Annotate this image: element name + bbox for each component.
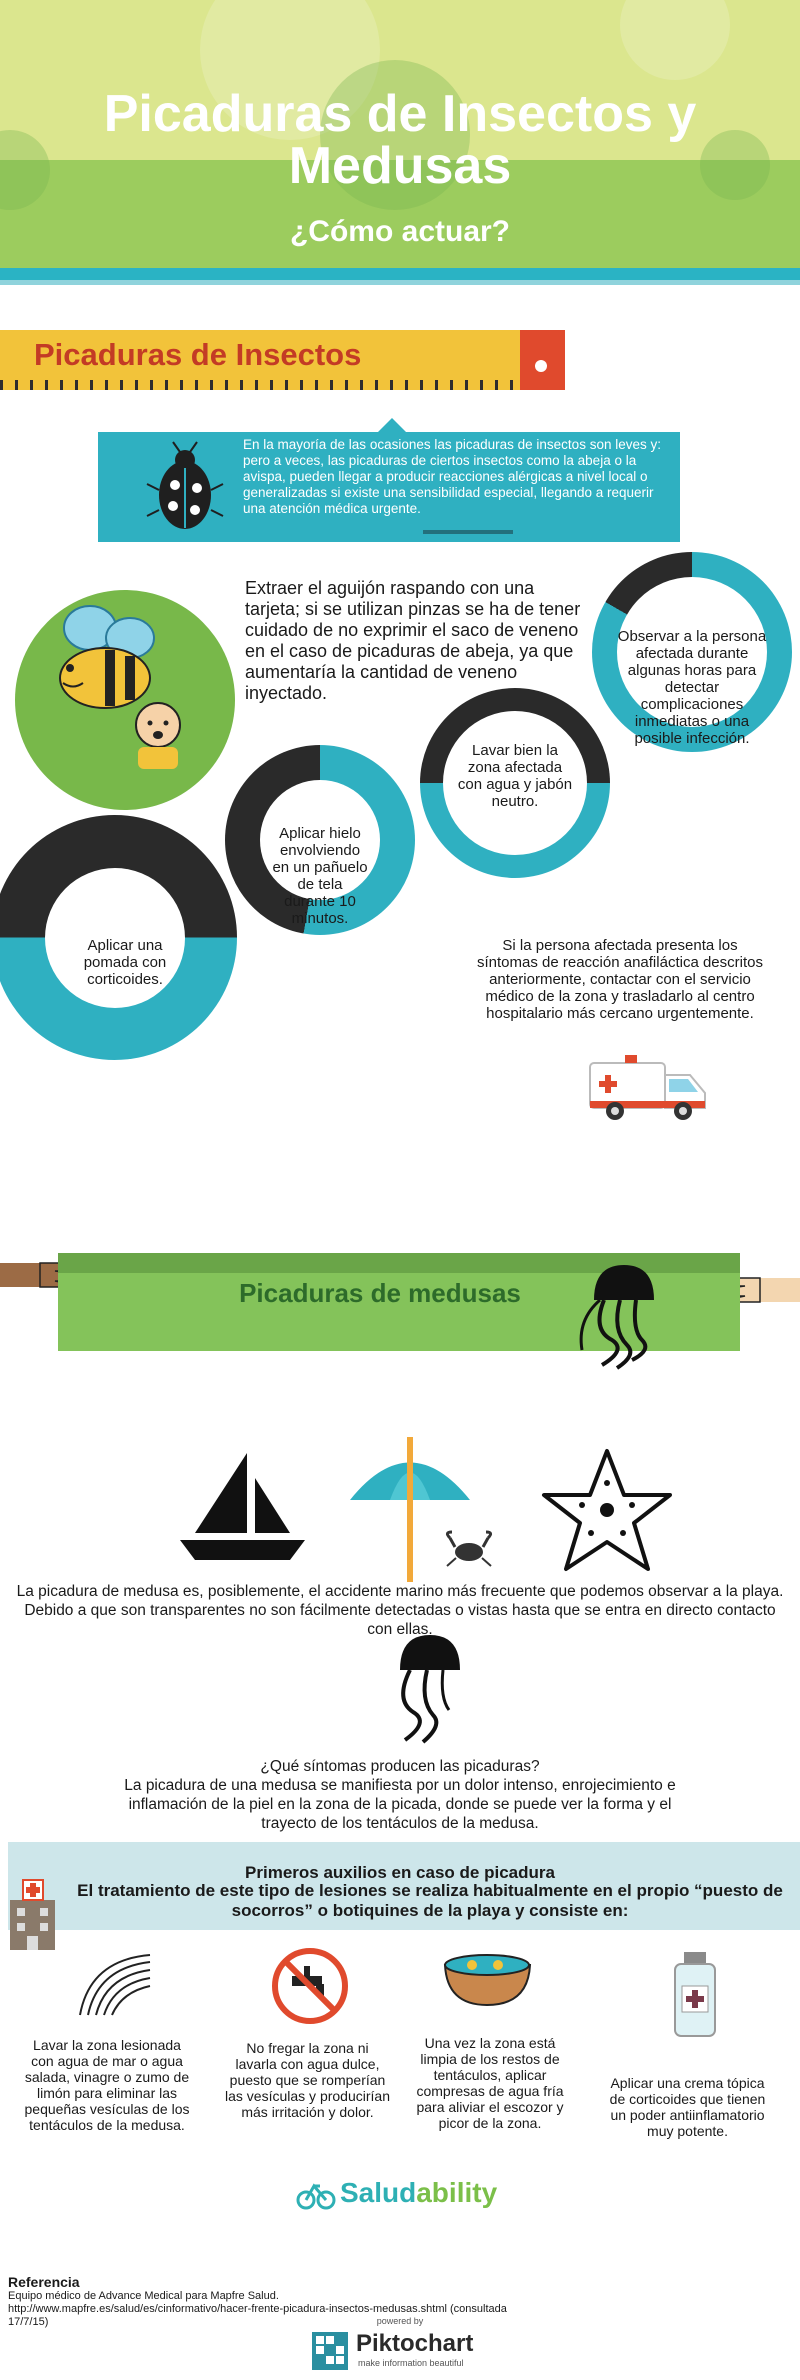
anaphylaxis-text: Si la persona afectada presenta los síntomas de reacción anafiláctica descritos anteriormente, contactar con el servicio médico de la zona y trasladarlo al centro hospitalario más cercano urgentemente.: [477, 937, 763, 1022]
wash-text: Lavar bien la zona afectada con agua y jabón neutro.: [457, 742, 573, 810]
reference-text: Equipo médico de Advance Medical para Mapfre Salud. http://www.mapfre.es/salud/es/cinformativo/hacer-frente-picadura-insectos-medusas.shtml (consultada 17/7/15): [8, 2290, 507, 2328]
baby-icon: [128, 695, 188, 775]
jellyfish-section-title: Picaduras de medusas: [239, 1278, 521, 1308]
sailboat-icon: [175, 1448, 310, 1563]
saludability-logo-icon: [296, 2178, 336, 2212]
step-1-text: Lavar la zona lesionada con agua de mar o agua salada, vinagre o zumo de limón para eliminar las pequeñas vesículas de los tentáculos de la medusa.: [24, 2037, 190, 2133]
hospital-icon: [5, 1878, 60, 1953]
cream-bottle-icon: [670, 1950, 720, 2040]
intro-text: En la mayoría de las ocasiones las picaduras de insectos son leves y: pero a veces, las picaduras de ciertos insectos como la abeja o la avispa, pueden llegar a producir reacciones alérgicas a nivel local o generalizadas si existe una sensibilidad especial, llegando a requerir una atención médica urgente.: [243, 437, 661, 516]
page-subtitle: ¿Cómo actuar?: [289, 215, 511, 248]
page-title: Picaduras de Insectos y Medusas: [103, 85, 697, 195]
symptoms-block: [120, 1757, 680, 1833]
observe-text: Observar a la persona afectada durante algunas horas para detectar complicaciones inmediatas o una posible infección.: [617, 628, 767, 747]
piktochart-brand: Piktochart: [356, 2330, 474, 2357]
saludability-logo: Saludability: [340, 2177, 498, 2208]
insects-section-title: Picaduras de Insectos: [34, 337, 362, 372]
ladybug-icon: [145, 440, 225, 535]
sting-tip: Extraer el aguijón raspando con una tarjeta; si se utilizan pinzas se ha de tener cuidado de no exprimir el saco de veneno en el caso de picaduras de abeja, ya que aumentaría la cantidad de veneno inyectado.: [245, 578, 581, 703]
starfish-icon: [540, 1445, 675, 1575]
ambulance-icon: [585, 1045, 715, 1125]
piktochart-tagline: make information beautiful: [358, 2358, 464, 2368]
first-aid-text: El tratamiento de este tipo de lesiones se realiza habitualmente en el propio “puesto de socorros” o botiquines de la playa y consiste en:: [77, 1881, 783, 1920]
crab-icon: [442, 1530, 497, 1570]
ice-text: Aplicar hielo envolviendo en un pañuelo de tela durante 10 minutos.: [272, 825, 368, 927]
step-4-text: Aplicar una crema tópica de corticoides que tienen un poder antiinflamatorio muy potente.: [609, 2075, 766, 2139]
powered-by-label: powered by: [376, 2316, 424, 2326]
first-aid-title: Primeros auxilios en caso de picadura: [245, 1863, 555, 1882]
cream-text: Aplicar una pomada con corticoides.: [83, 937, 167, 988]
symptoms-text: La picadura de una medusa se manifiesta por un dolor intenso, enrojecimiento e inflamación de la piel en la zona de la picada, donde se puede ver la forma y el trayecto de los tentáculos de la medusa.: [124, 1777, 676, 1832]
seawater-icon: [70, 1950, 155, 2020]
piktochart-logo-icon: [310, 2330, 350, 2372]
step-2-text: No fregar la zona ni lavarla con agua dulce, puesto que se romperían las vesículas y producirían más irritación y dolor.: [225, 2040, 390, 2120]
no-tap-water-icon: [270, 1946, 350, 2026]
compress-bowl-icon: [440, 1950, 535, 2010]
jellyfish-icon: [572, 1260, 672, 1370]
step-3-text: Una vez la zona está limpia de los restos de tentáculos, aplicar compresas de agua fría para aliviar el escozor y picor de la zona.: [416, 2035, 564, 2131]
jellyfish-small-icon: [385, 1630, 470, 1745]
beach-text: La picadura de medusa es, posiblemente, el accidente marino más frecuente que podemos observar a la playa. Debido a que son transparentes no son fácilmente detectadas o vistas hasta que se entra en directo contacto con ellas.: [16, 1583, 784, 1638]
reference-title: Referencia: [8, 2274, 80, 2290]
symptoms-question: ¿Qué síntomas producen las picaduras?: [260, 1758, 540, 1775]
